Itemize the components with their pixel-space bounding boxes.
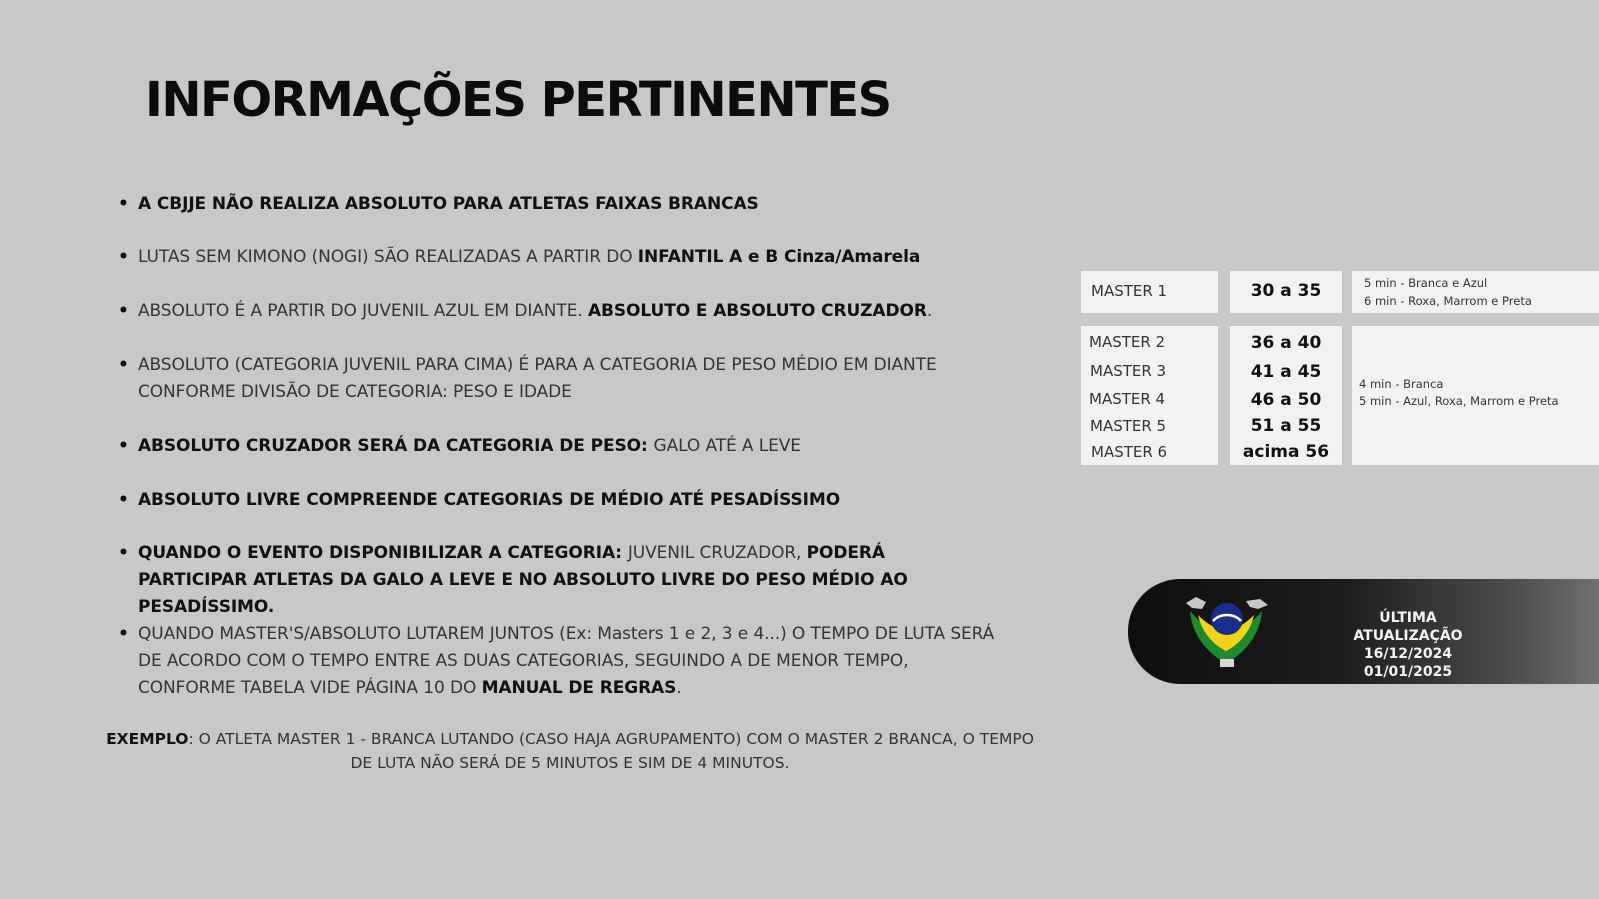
info-item: • LUTAS SEM KIMONO (NOGI) SÃO REALIZADAS A PARTIR DO INFANTIL A e B Cinza/Amarela [118, 244, 998, 271]
info-item: • QUANDO MASTER'S/ABSOLUTO LUTAREM JUNTOS (Ex: Masters 1 e 2, 3 e 4...) O TEMPO DE LUTA SERÁ DE ACORDO COM O TEMPO ENTRE AS DUAS CATEGORIAS, SEGUINDO A DE MENOR TEMPO, CONFORME TABELA VIDE PÁGINA 10 DO MANUAL DE REGRAS. [118, 621, 998, 702]
master-label: MASTER 2 [1089, 333, 1166, 351]
info-item-run: . [676, 678, 682, 698]
info-item-text [138, 298, 998, 325]
master-label: MASTER 1 [1091, 282, 1168, 300]
info-item-run: PODERÁ PARTICIPAR ATLETAS DA GALO A LEVE E NO ABSOLUTO LIVRE DO PESO MÉDIO AO PESADÍSSIMO. [138, 543, 908, 617]
info-item: • A CBJJE NÃO REALIZA ABSOLUTO PARA ATLETAS FAIXAS BRANCAS [118, 191, 998, 218]
info-item: • QUANDO O EVENTO DISPONIBILIZAR A CATEGORIA: JUVENIL CRUZADOR, PODERÁ PARTICIPAR ATLETAS DA GALO A LEVE E NO ABSOLUTO LIVRE DO PESO MÉDIO AO PESADÍSSIMO. [118, 540, 998, 621]
example-note [100, 727, 1040, 775]
master-range: 41 a 45 [1250, 362, 1322, 382]
master-label: MASTER 5 [1090, 417, 1167, 435]
info-item-run: ABSOLUTO (CATEGORIA JUVENIL PARA CIMA) É PARA A CATEGORIA DE PESO MÉDIO EM DIANTE CONFORME DIVISÃO DE CATEGORIA: PESO E IDADE [138, 355, 937, 402]
master-label: MASTER 4 [1089, 390, 1166, 408]
master-label: MASTER 6 [1091, 443, 1168, 461]
update-banner [1128, 579, 1599, 684]
info-item-run: ABSOLUTO CRUZADOR SERÁ DA CATEGORIA DE PESO: [138, 436, 654, 456]
master-time: 6 min - Roxa, Marrom e Preta [1364, 294, 1532, 308]
info-item-text [138, 191, 998, 218]
info-item-run: ABSOLUTO LIVRE COMPREENDE CATEGORIAS DE MÉDIO ATÉ PESADÍSSIMO [138, 490, 841, 510]
cbjje-logo-icon [1180, 589, 1270, 669]
info-item-text [138, 540, 998, 621]
master-time: 5 min - Branca e Azul [1364, 276, 1488, 290]
update-date: 01/01/2025 [1363, 664, 1453, 680]
info-item-run: QUANDO MASTER'S/ABSOLUTO LUTAREM JUNTOS (Ex: Masters 1 e 2, 3 e 4...) O TEMPO DE LUTA SERÁ DE ACORDO COM O TEMPO ENTRE AS DUAS CATEGORIAS, SEGUINDO A DE MENOR TEMPO, CONFORME TABELA VIDE PÁGINA 10 DO [138, 624, 995, 698]
info-item-text [138, 487, 998, 514]
info-item-run: INFANTIL A e B Cinza/Amarela [637, 247, 921, 267]
master-range: acima 56 [1242, 442, 1330, 462]
info-item-run: A CBJJE NÃO REALIZA ABSOLUTO PARA ATLETAS FAIXAS BRANCAS [138, 194, 759, 214]
info-item-text [138, 352, 998, 406]
info-item-run: LUTAS SEM KIMONO (NOGI) SÃO REALIZADAS A PARTIR DO [138, 247, 638, 267]
info-item: • ABSOLUTO CRUZADOR SERÁ DA CATEGORIA DE PESO: GALO ATÉ A LEVE [118, 433, 998, 460]
master-label: MASTER 3 [1090, 362, 1167, 380]
example-text: : O ATLETA MASTER 1 - BRANCA LUTANDO (CASO HAJA AGRUPAMENTO) COM O MASTER 2 BRANCA, O TEMPO DE LUTA NÃO SERÁ DE 5 MINUTOS E SIM DE 4 MINUTOS. [188, 730, 1034, 772]
info-item-run: QUANDO O EVENTO DISPONIBILIZAR A CATEGORIA: [138, 543, 628, 563]
master-range: 30 a 35 [1250, 281, 1322, 301]
page-title: INFORMAÇÕES PERTINENTES [145, 72, 891, 128]
master-time: 4 min - Branca [1359, 377, 1444, 391]
info-item-run: JUVENIL CRUZADOR, [627, 543, 807, 563]
info-item: • ABSOLUTO (CATEGORIA JUVENIL PARA CIMA) É PARA A CATEGORIA DE PESO MÉDIO EM DIANTE CONFORME DIVISÃO DE CATEGORIA: PESO E IDADE [118, 352, 998, 406]
info-item-run: MANUAL DE REGRAS [481, 678, 677, 698]
info-item-text [138, 244, 998, 271]
info-item-run: ABSOLUTO É A PARTIR DO JUVENIL AZUL EM DIANTE. [138, 301, 588, 321]
info-item: • ABSOLUTO LIVRE COMPREENDE CATEGORIAS DE MÉDIO ATÉ PESADÍSSIMO [118, 487, 998, 514]
update-label: ÚLTIMA ATUALIZAÇÃO [1353, 610, 1463, 644]
info-item-text [138, 621, 998, 702]
master-range: 36 a 40 [1250, 333, 1322, 353]
update-info [1323, 609, 1493, 681]
info-item-run: ABSOLUTO E ABSOLUTO CRUZADOR [587, 301, 927, 321]
info-item-text [138, 433, 998, 460]
info-item-run: GALO ATÉ A LEVE [653, 436, 801, 456]
info-item: • ABSOLUTO É A PARTIR DO JUVENIL AZUL EM DIANTE. ABSOLUTO E ABSOLUTO CRUZADOR. [118, 298, 998, 325]
example-label: EXEMPLO [106, 730, 189, 748]
update-date: 16/12/2024 [1363, 646, 1453, 662]
master-range: 51 a 55 [1250, 416, 1322, 436]
info-item-run: . [926, 301, 933, 321]
master-time: 5 min - Azul, Roxa, Marrom e Preta [1359, 394, 1559, 408]
master-range: 46 a 50 [1250, 390, 1322, 410]
